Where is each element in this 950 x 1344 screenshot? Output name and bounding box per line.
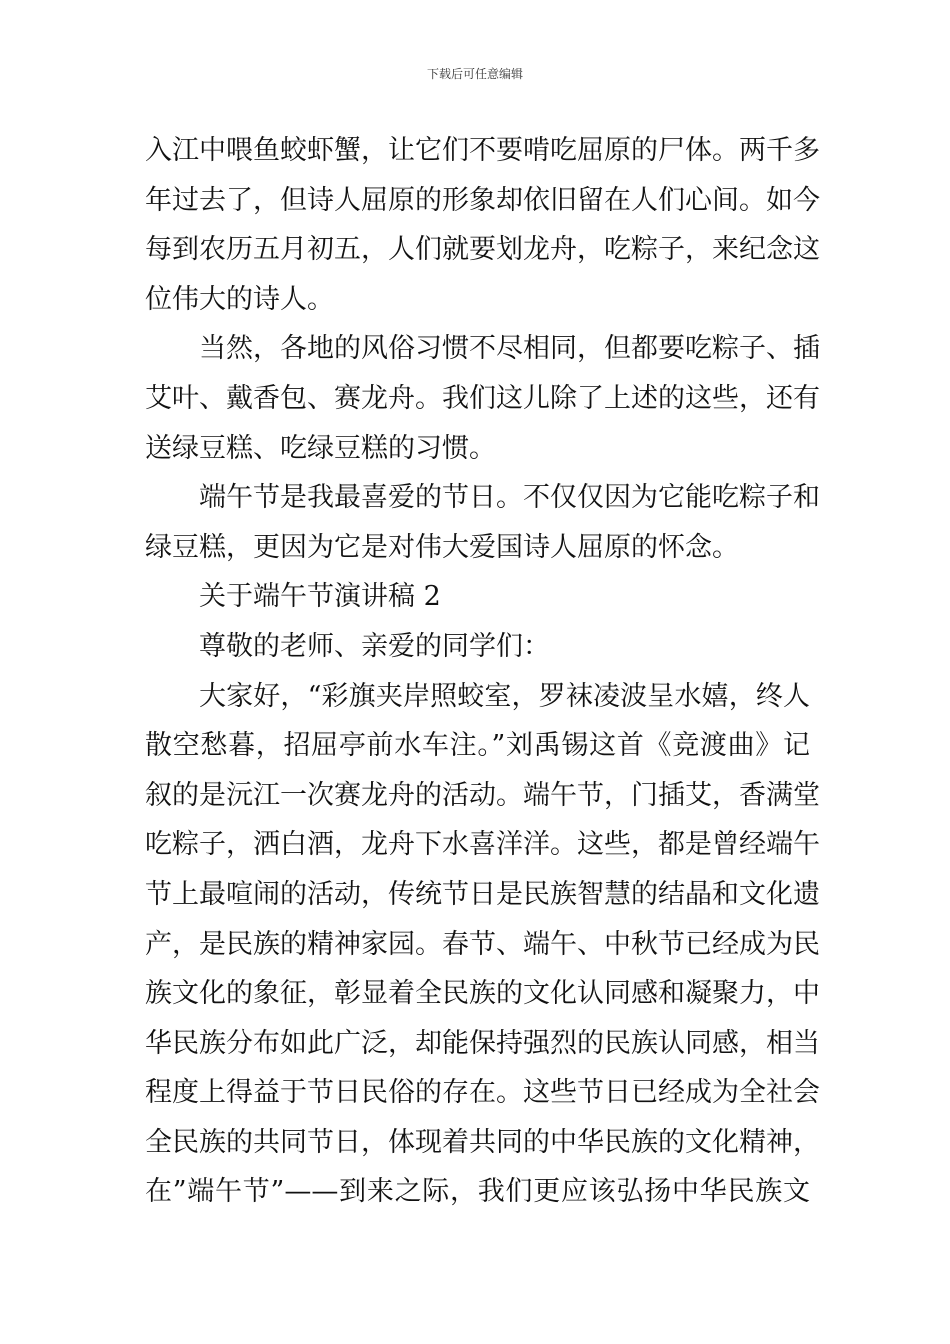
text-line: 年过去了，但诗人屈原的形象却依旧留在人们心间。如今 <box>145 184 820 216</box>
text-line: 当然，各地的风俗习惯不尽相同，但都要吃粽子、插 <box>199 333 820 365</box>
text-line: 节上最喧闹的活动，传统节日是民族智慧的结晶和文化遗 <box>145 878 820 910</box>
text-line: 入江中喂鱼蛟虾蟹，让它们不要啃吃屈原的尸体。两千多 <box>145 135 820 166</box>
text-line: 叙的是沅江一次赛龙舟的活动。端午节，门插艾，香满堂 <box>145 779 820 811</box>
text-line: 族文化的象征，彰显着全民族的文化认同感和凝聚力，中 <box>145 978 820 1010</box>
text-line: 程度上得益于节日民俗的存在。这些节日已经成为全社会 <box>145 1077 820 1109</box>
text-line: 吃粽子，洒白酒，龙舟下水喜洋洋。这些，都是曾经端午 <box>145 829 820 861</box>
text-line: 绿豆糕，更因为它是对伟大爱国诗人屈原的怀念。 <box>145 531 739 563</box>
document-body <box>145 126 820 1217</box>
text-line: 产，是民族的精神家园。春节、端午、中秋节已经成为民 <box>145 928 820 960</box>
text-line: 送绿豆糕、吃绿豆糕的习惯。 <box>145 432 496 464</box>
text-line: 位伟大的诗人。 <box>145 283 334 315</box>
text-line: 在”端午节”——到来之际，我们更应该弘扬中华民族文 <box>145 1176 810 1208</box>
text-line: 尊敬的老师、亲爱的同学们： <box>199 630 550 662</box>
text-line: 大家好，“彩旗夹岸照蛟室，罗袜凌波呈水嬉，终人 <box>199 680 810 712</box>
text-line: 每到农历五月初五，人们就要划龙舟，吃粽子，来纪念这 <box>145 234 820 266</box>
text-line: 散空愁暮，招屈亭前水车注。”刘禹锡这首《竞渡曲》记 <box>145 730 810 762</box>
text-line: 华民族分布如此广泛，却能保持强烈的民族认同感，相当 <box>145 1027 820 1059</box>
text-line: 艾叶、戴香包、赛龙舟。我们这儿除了上述的这些，还有 <box>145 382 820 414</box>
text-line: 关于端午节演讲稿 2 <box>199 581 441 613</box>
text-line: 端午节是我最喜爱的节日。不仅仅因为它能吃粽子和 <box>199 482 820 514</box>
page-header: 下载后可任意编辑 <box>426 67 523 81</box>
text-line: 全民族的共同节日，体现着共同的中华民族的文化精神， <box>145 1126 820 1158</box>
